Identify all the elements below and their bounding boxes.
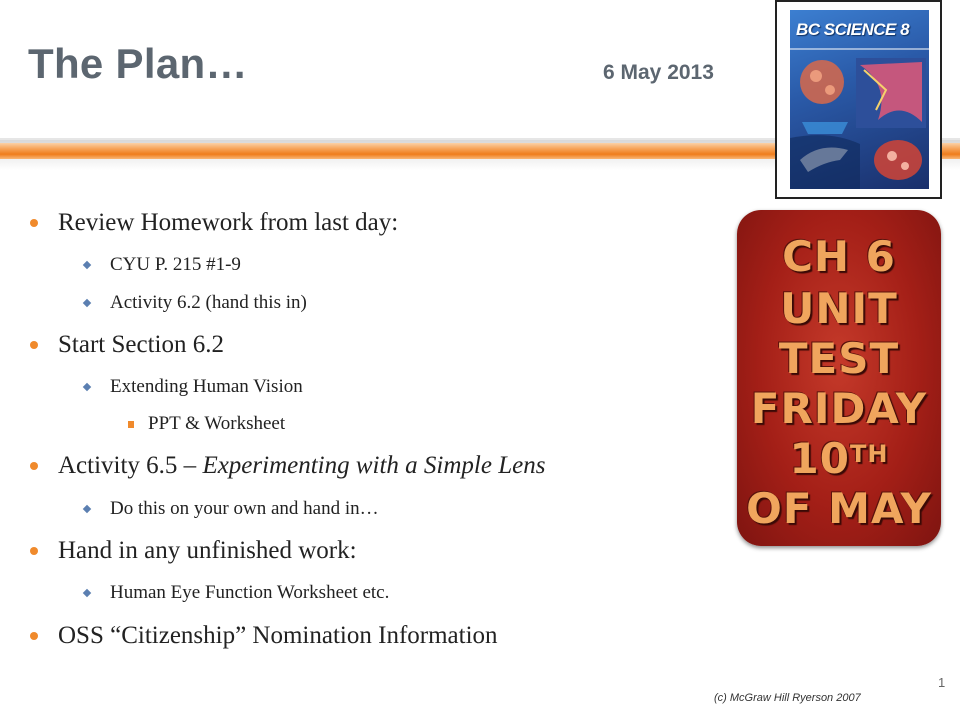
slide-date: 6 May 2013 (603, 61, 714, 84)
subbullet-cyu (84, 254, 241, 276)
diamond-bullet-icon (84, 300, 110, 306)
diamond-bullet-icon (84, 384, 110, 390)
bullet-text: Start Section 6.2 (58, 331, 224, 358)
book-cover-frame (775, 0, 942, 199)
badge-line-test: TEST (778, 334, 900, 383)
square-bullet-icon (128, 421, 148, 428)
diamond-bullet-icon (84, 262, 110, 268)
bullet-text: CYU P. 215 #1-9 (110, 254, 241, 275)
bullet-dot-icon (30, 340, 58, 350)
bullet-dot-icon (30, 461, 58, 471)
bullet-activity-6-5 (30, 452, 545, 480)
page-number: 1 (938, 675, 946, 690)
bullet-dot-icon (30, 546, 58, 556)
unit-test-badge (737, 210, 941, 546)
subbullet-activity-6-2 (84, 292, 307, 314)
bullet-hand-in (30, 537, 357, 565)
bullet-text: Human Eye Function Worksheet etc. (110, 582, 390, 603)
subbullet-human-eye (84, 582, 389, 604)
bullet-text: Review Homework from last day: (58, 209, 399, 236)
bullet-text: Extending Human Vision (110, 376, 303, 397)
bullet-italic-text: Experimenting with a Simple Lens (202, 452, 546, 479)
badge-line-chapter: CH 6 (782, 232, 896, 281)
bullet-text: Activity 6.2 (hand this in) (110, 292, 307, 313)
book-cover-image (790, 10, 929, 189)
bullet-text: Do this on your own and hand in… (110, 498, 379, 519)
slide-title: The Plan… (28, 40, 248, 87)
badge-line-date (737, 434, 941, 483)
bullet-dot-icon (30, 218, 58, 228)
book-cover-art (790, 10, 929, 189)
bullet-text: OSS “Citizenship” Nomination Information (58, 622, 498, 649)
bullet-start-section (30, 331, 224, 359)
bullet-review-homework (30, 209, 398, 237)
badge-line-month: OF MAY (746, 484, 932, 533)
bullet-text: PPT & Worksheet (148, 413, 286, 434)
badge-date-number: 10 (789, 434, 850, 483)
subsubbullet-ppt-worksheet (128, 413, 285, 435)
bullet-oss-citizenship (30, 622, 498, 650)
diamond-bullet-icon (84, 590, 110, 596)
bullet-text: Hand in any unfinished work: (58, 537, 357, 564)
subbullet-extending-vision (84, 376, 303, 398)
badge-line-unit: UNIT (780, 284, 898, 333)
bullet-text: Activity 6.5 – (58, 452, 203, 479)
copyright-footer: (c) McGraw Hill Ryerson 2007 (714, 692, 861, 704)
diamond-bullet-icon (84, 506, 110, 512)
badge-date-suffix: TH (849, 440, 889, 468)
subbullet-do-this (84, 498, 379, 520)
bullet-dot-icon (30, 631, 58, 641)
badge-line-day: FRIDAY (750, 384, 928, 433)
book-cover-title: BC SCIENCE 8 (796, 20, 910, 39)
